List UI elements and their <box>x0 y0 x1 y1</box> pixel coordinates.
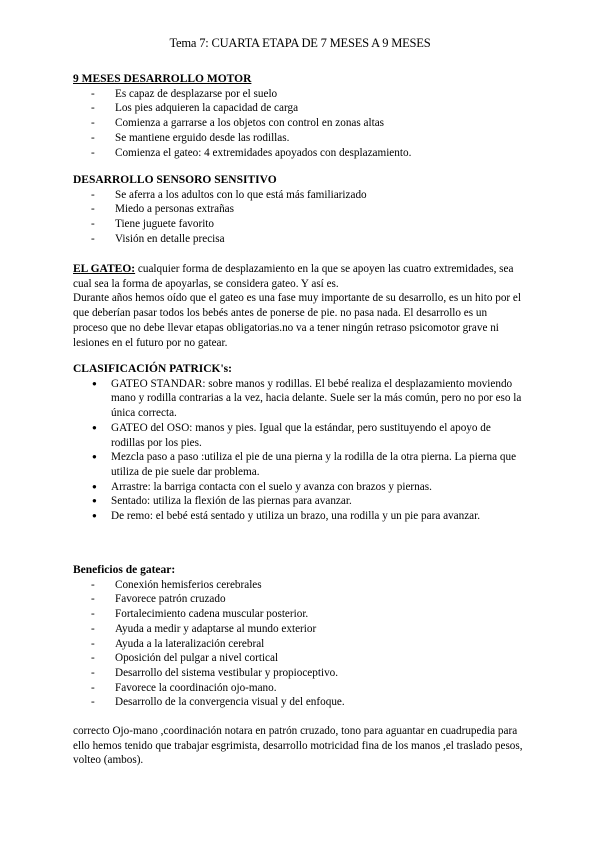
list-item: - Miedo a personas extrañas <box>91 202 523 217</box>
list-item: - Comienza a garrarse a los objetos con control en zonas altas <box>91 116 523 131</box>
motor-list <box>73 87 523 161</box>
list-item: - Ayuda a la lateralización cerebral <box>91 637 523 652</box>
sensorial-section <box>73 173 523 247</box>
list-item: ● Arrastre: la barriga contacta con el suelo y avanza con brazos y piernas. <box>91 480 523 495</box>
motor-section <box>73 72 523 160</box>
patrick-section <box>73 362 523 524</box>
list-item: - Conexión hemisferios cerebrales <box>91 578 523 593</box>
list-item: - Se mantiene erguido desde las rodillas. <box>91 131 523 146</box>
list-item: - Fortalecimiento cadena muscular posterior. <box>91 607 523 622</box>
list-item: - Los pies adquieren la capacidad de carga <box>91 101 523 116</box>
list-item: ● GATEO del OSO: manos y pies. Igual que la estándar, pero sustituyendo el apoyo de rodillas por los pies. <box>91 421 523 450</box>
gateo-section <box>73 262 523 350</box>
list-item: ● De remo: el bebé está sentado y utiliza un brazo, una rodilla y un pie para avanzar. <box>91 509 523 524</box>
list-item: - Visión en detalle precisa <box>91 232 523 247</box>
motor-heading: 9 MESES DESARROLLO MOTOR <box>73 73 252 85</box>
beneficios-heading: Beneficios de gatear: <box>73 564 176 576</box>
beneficios-section <box>73 563 523 710</box>
list-item: - Favorece patrón cruzado <box>91 592 523 607</box>
closing-paragraph: correcto Ojo-mano ,coordinación notara en patrón cruzado, tono para aguantar en cuadrupedia para ello hemos tenido que trabajar esgrimista, desarrollo motricidad fina de los manos ,el traslado pesos, volteo (ambos). <box>73 725 523 767</box>
patrick-heading: CLASIFICACIÓN PATRICK's: <box>73 363 232 375</box>
list-item: ● Sentado: utiliza la flexión de las piernas para avanzar. <box>91 494 523 509</box>
list-item: - Oposición del pulgar a nivel cortical <box>91 651 523 666</box>
list-item: - Desarrollo del sistema vestibular y propioceptivo. <box>91 666 523 681</box>
list-item: - Tiene juguete favorito <box>91 217 523 232</box>
sensorial-heading: DESARROLLO SENSORO SENSITIVO <box>73 174 277 186</box>
gateo-paragraph: Durante años hemos oído que el gateo es una fase muy importante de su desarrollo, es un hito por el que deberían pasar todos los bebés antes de ponerse de pie. no pasa nada. El desarrollo es un proceso que no debe llevar etapas obligatorias.no va a tener ningún retraso psicomotor grave ni lesiones en el futuro por no gatear. <box>73 292 522 349</box>
list-item: - Ayuda a medir y adaptarse al mundo exterior <box>91 622 523 637</box>
gateo-definition-text: cualquier forma de desplazamiento en la que se apoyen las cuatro extremidades, sea cual sea la forma de apoyarlas, se considera gateo. Y así es. <box>73 263 514 290</box>
list-item: - Desarrollo de la convergencia visual y del enfoque. <box>91 695 523 710</box>
list-item: ● GATEO STANDAR: sobre manos y rodillas. El bebé realiza el desplazamiento moviendo mano y rodilla contrarias a la vez, hacia delante. Suele ser la más común, pero no por eso la única correcta. <box>91 377 523 421</box>
sensorial-list <box>73 188 523 247</box>
page-title: Tema 7: CUARTA ETAPA DE 7 MESES A 9 MESES <box>169 36 431 50</box>
list-item: ● Mezcla paso a paso :utiliza el pie de una pierna y la rodilla de la otra pierna. La pierna que utiliza de pie suele dar problema. <box>91 450 523 479</box>
list-item: - Favorece la coordinación ojo-mano. <box>91 681 523 696</box>
beneficios-list <box>73 578 523 710</box>
list-item: - Se aferra a los adultos con lo que está más familiarizado <box>91 188 523 203</box>
list-item: - Comienza el gateo: 4 extremidades apoyados con desplazamiento. <box>91 146 523 161</box>
closing-section <box>73 724 523 768</box>
gateo-term: EL GATEO: <box>73 263 136 275</box>
gateo-definition <box>73 262 523 291</box>
patrick-list <box>73 377 523 524</box>
list-item: - Es capaz de desplazarse por el suelo <box>91 87 523 102</box>
